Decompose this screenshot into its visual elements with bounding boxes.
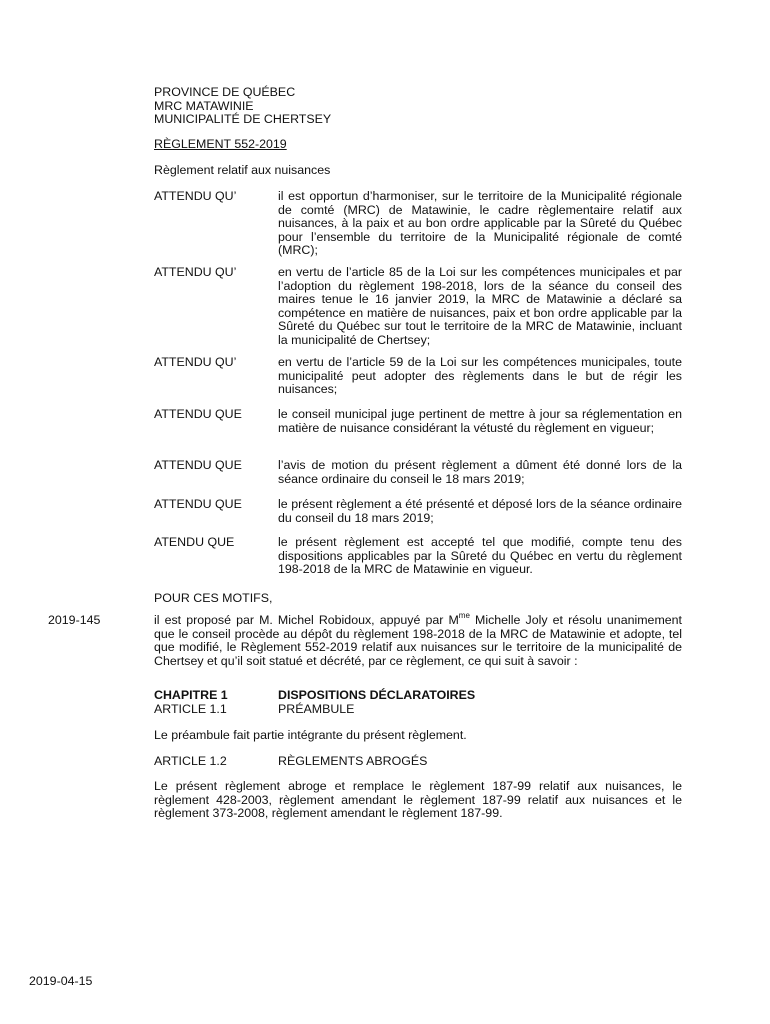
clause-text: en vertu de l’article 59 de la Loi sur les compétences municipales, toute municipalité peut adopter des règlements dans le but de régir les nuisances; (278, 355, 682, 397)
clause-text: le conseil municipal juge pertinent de mettre à jour sa réglementation en matière de nuisance considérant la vétusté du règlement en vigueur; (278, 407, 682, 435)
clause-label: ATENDU QUE (154, 535, 235, 549)
regulation-subtitle: Règlement relatif aux nuisances (154, 163, 331, 177)
province-line: PROVINCE DE QUÉBEC (154, 85, 296, 99)
clause-label: ATTENDU QUE (154, 497, 242, 511)
footer-date: 2019-04-15 (29, 974, 93, 988)
clause-label: ATTENDU QUE (154, 407, 242, 421)
article-1-2-text: Le présent règlement abroge et remplace le règlement 187-99 relatif aux nuisances, le règlement 428-2003, règlement amendant le règlement 187-99 relatif aux nuisances et le règlement 373-2008, règlement amendant le règlement 187-99. (154, 779, 682, 821)
article-1-2-label: ARTICLE 1.2 (154, 754, 227, 768)
article-1-2-title: RÈGLEMENTS ABROGÉS (278, 754, 428, 768)
article-1-1-title: PRÉAMBULE (278, 702, 355, 716)
clause-text: le présent règlement est accepté tel que modifié, compte tenu des dispositions applicables par la Sûreté du Québec en vertu du règlement 198-2018 de la MRC de Matawinie en vigueur. (278, 535, 682, 577)
resolution-text-before: il est proposé par M. Michel Robidoux, appuyé par M (154, 613, 459, 627)
clause-label: ATTENDU QU’ (154, 189, 237, 203)
chapter-title: DISPOSITIONS DÉCLARATOIRES (278, 688, 476, 702)
clause-label: ATTENDU QU’ (154, 265, 237, 279)
resolution-superscript: me (458, 610, 470, 620)
document-header (154, 86, 574, 127)
chapter-label: CHAPITRE 1 (154, 688, 228, 702)
resolution-text (154, 610, 682, 668)
resolution-text-after: Michelle Joly et résolu unanimement que le conseil procède au dépôt du règlement 198-2018 de la MRC de Matawinie et adopte, tel que modifié, le Règlement 552-2019 relatif aux nuisances sur le territoire de la municipalité de Chertsey et qu’il soit statué et décrété, par ce règlement, ce qui suit à savoir : (154, 613, 682, 668)
clause-text: le présent règlement a été présenté et déposé lors de la séance ordinaire du conseil du 18 mars 2019; (278, 497, 682, 525)
regulation-title: RÈGLEMENT 552-2019 (154, 137, 287, 151)
clause-text: en vertu de l’article 85 de la Loi sur les compétences municipales et par l’adoption du règlement 198-2018, lors de la séance du conseil des maires tenue le 16 janvier 2019, la MRC de Matawinie a déclaré sa compétence en matière de nuisances, paix et bon ordre applicable par la Sûreté du Québec sur tout le territoire de la MRC de Matawinie, incluant la municipalité de Chertsey; (278, 265, 682, 347)
resolution-number: 2019-145 (48, 613, 101, 627)
clause-label: ATTENDU QU’ (154, 355, 237, 369)
motifs-line: POUR CES MOTIFS, (154, 591, 273, 605)
clause-text: il est opportun d’harmoniser, sur le territoire de la Municipalité régionale de comté (MRC) de Matawinie, le cadre règlementaire relatif aux nuisances, à la paix et au bon ordre applicable par la Sûreté du Québec pour l’ensemble du territoire de la Municipalité régionale de comté (MRC); (278, 189, 682, 258)
clause-label: ATTENDU QUE (154, 458, 242, 472)
preamble-text: Le préambule fait partie intégrante du présent règlement. (154, 728, 467, 742)
mrc-line: MRC MATAWINIE (154, 98, 254, 113)
municipality-line: MUNICIPALITÉ DE CHERTSEY (154, 112, 332, 127)
clause-text: l’avis de motion du présent règlement a dûment été donné lors de la séance ordinaire du conseil le 18 mars 2019; (278, 458, 682, 486)
article-1-1-label: ARTICLE 1.1 (154, 702, 227, 716)
